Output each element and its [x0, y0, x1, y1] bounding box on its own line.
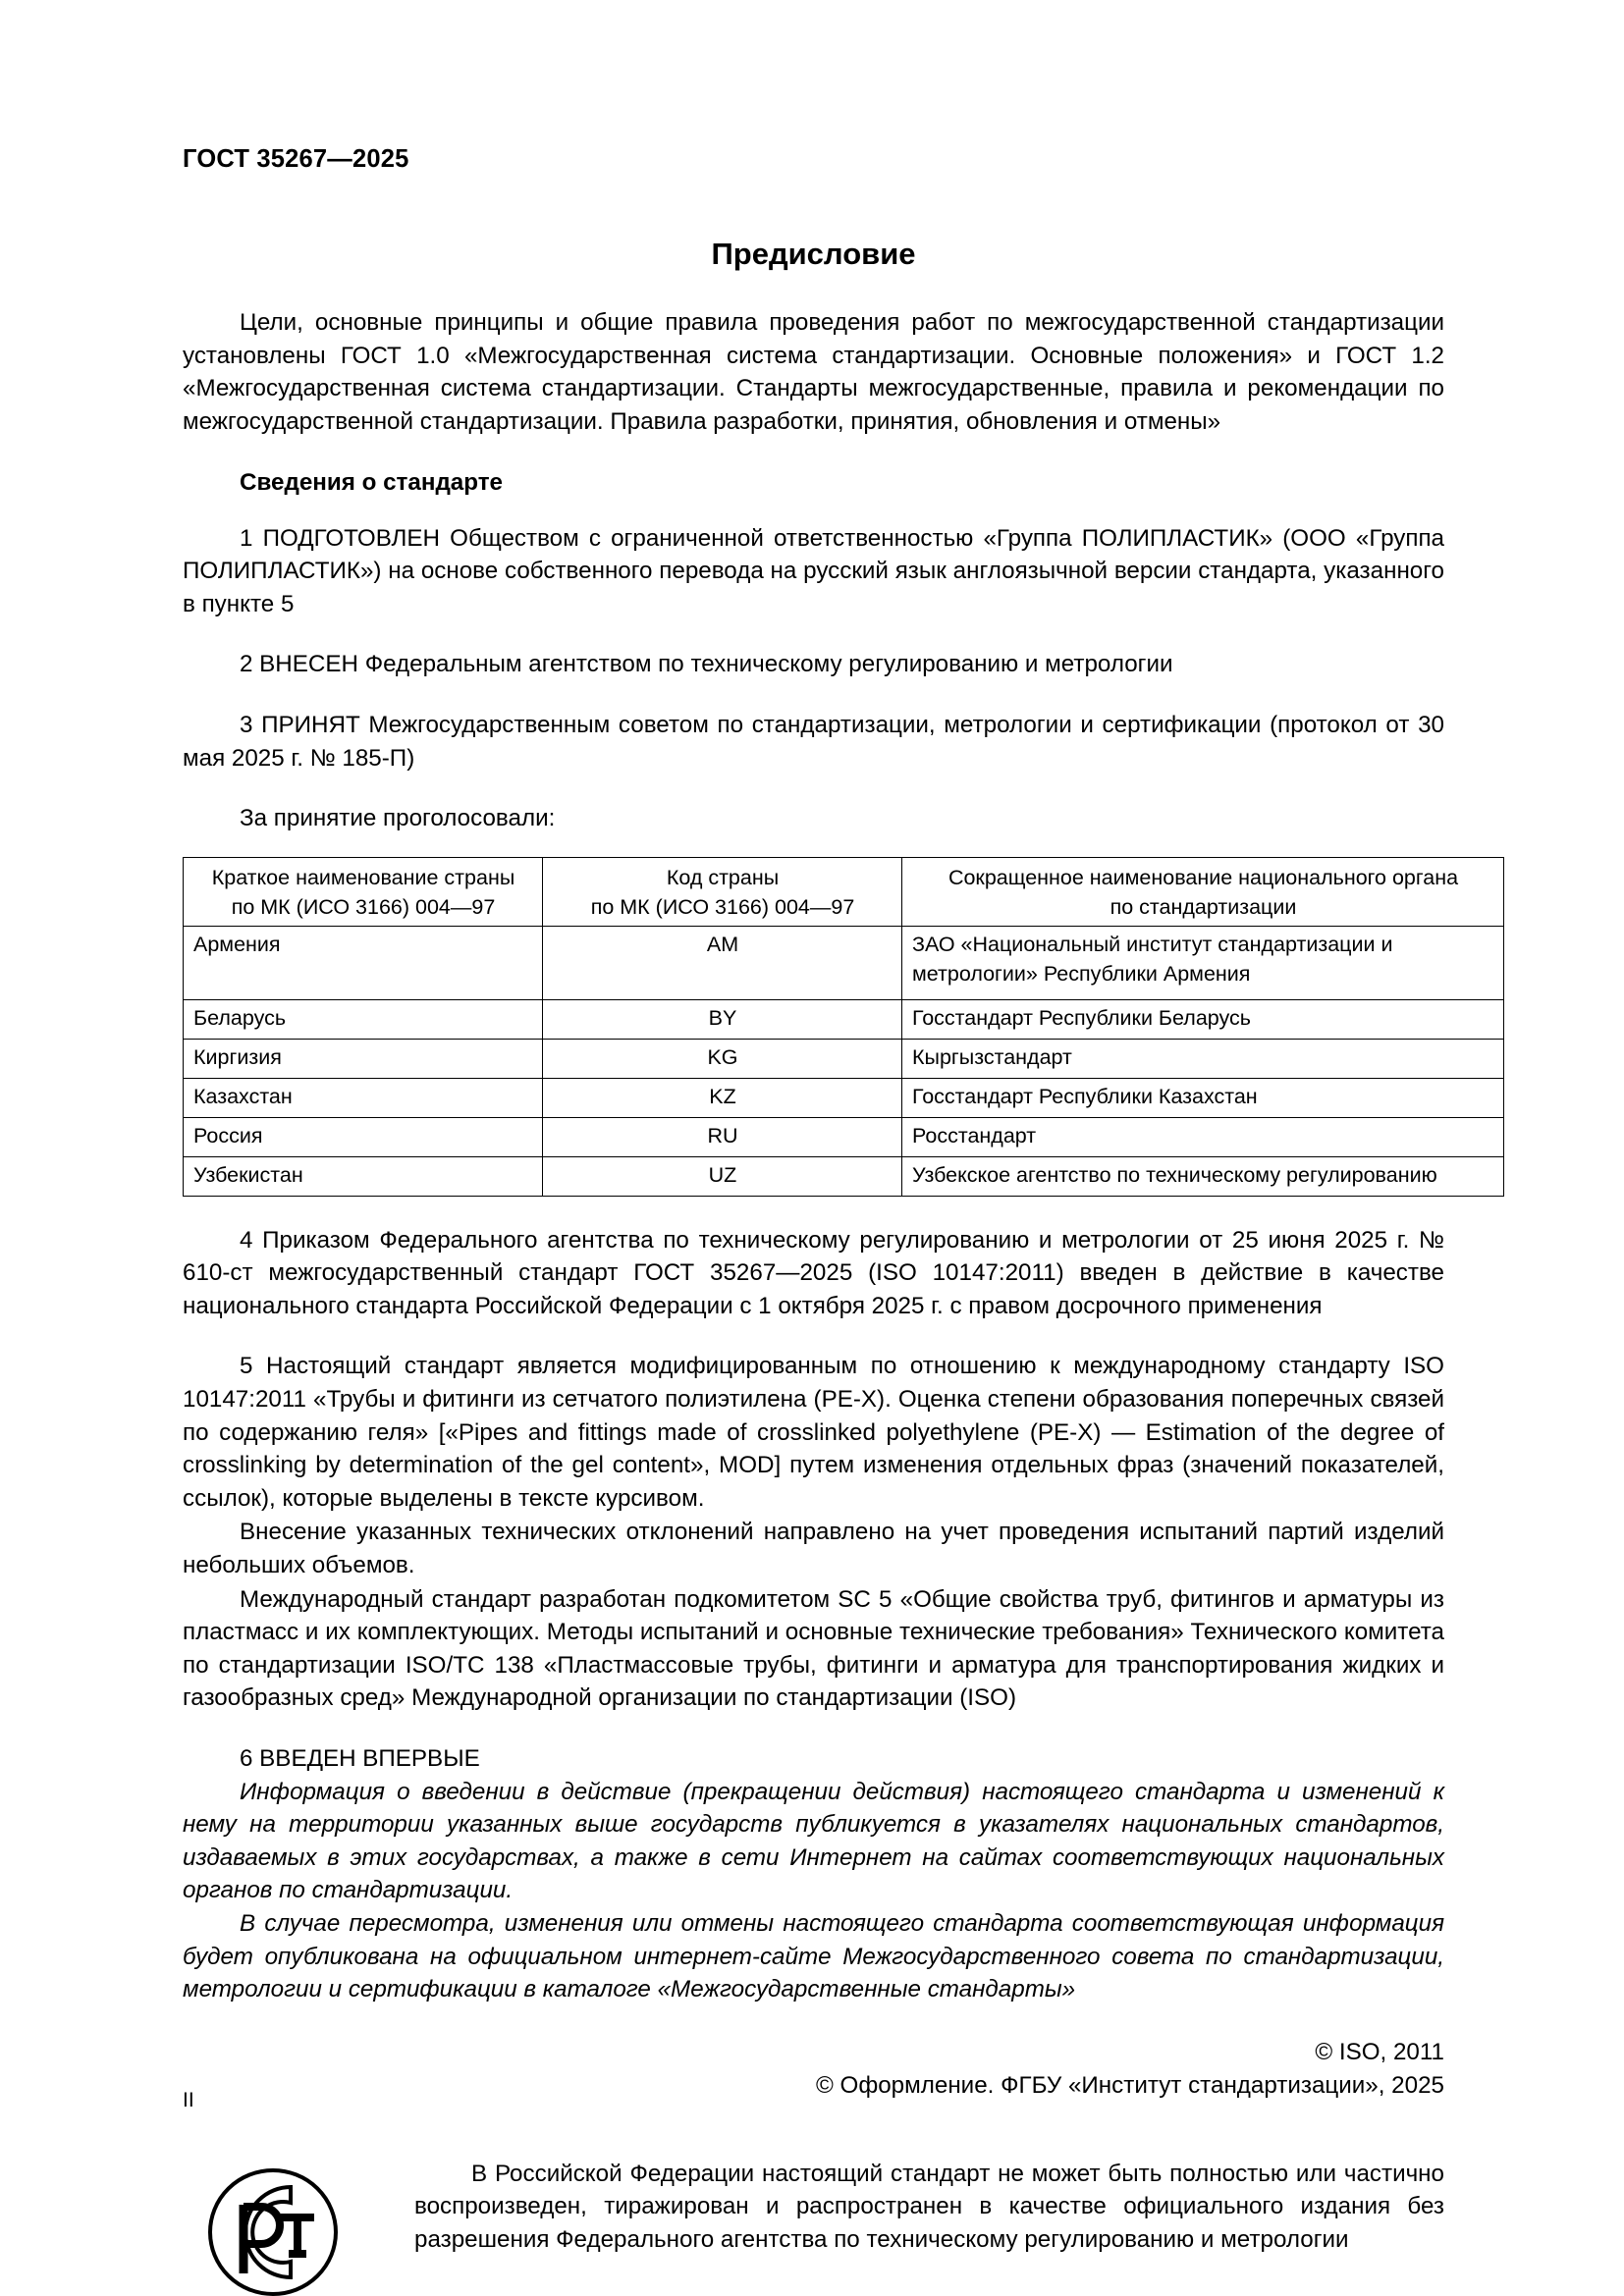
- cell-country-name: Узбекистан: [184, 1156, 543, 1196]
- header-national-body: [902, 857, 1504, 926]
- cell-country-name: Киргизия: [184, 1039, 543, 1078]
- document-number-header: ГОСТ 35267—2025: [183, 145, 409, 173]
- intro-paragraph: Цели, основные принципы и общие правила проведения работ по межгосударственной стандартизации установлены ГОСТ 1.0 «Межгосударственная система стандартизации. Основные положения» и ГОСТ 1.2 «Межгосударственная система стандартизации. Стандарты межгосударственные, правила и рекомендации по межгосударственной стандартизации. Правила разработки, принятия, обновления и отмены»: [183, 309, 1444, 435]
- header-country-name-line1: Краткое наименование страны: [211, 865, 515, 889]
- table-row: [184, 1039, 1504, 1078]
- cell-country-code: BY: [543, 999, 902, 1039]
- page-title: Предисловие: [711, 237, 916, 272]
- bottom-notice-text: В Российской Федерации настоящий стандарт не может быть полностью или частично воспроизведен, тиражирован и распространен в качестве официального издания без разрешения Федерального агентства по техническому регулированию и метрологии: [414, 2160, 1444, 2253]
- note-publication-info: Информация о введении в действие (прекращении действия) настоящего стандарта и изменений к нему на территории указанных выше государств публикуется в указателях национальных стандартов, издаваемых в этих государствах, а также в сети Интернет на сайтах соответствующих национальных органов по стандартизации.: [183, 1778, 1444, 1904]
- table-header-row: [184, 857, 1504, 926]
- clause-5-paragraph-2: Внесение указанных технических отклонений направлено на учет проведения испытаний партий изделий небольших объемов.: [183, 1519, 1444, 1579]
- note-revision-info: В случае пересмотра, изменения или отмены настоящего стандарта соответствующая информация будет опубликована на официальном интернет-сайте Межгосударственного совета по стандартизации, метрологии и сертификации в каталоге «Межгосударственные стандарты»: [183, 1909, 1444, 2003]
- standard-info-heading: Сведения о стандарте: [240, 468, 503, 496]
- copyright-iso: © ISO, 2011: [1315, 2038, 1444, 2065]
- clause-4: 4 Приказом Федерального агентства по техническому регулированию и метрологии от 25 июня 2025 г. № 610-ст межгосударственный стандарт ГОСТ 35267—2025 (ISO 10147:2011) введен в действие в качестве национального стандарта Российской Федерации с 1 октября 2025 г. с правом досрочного применения: [183, 1226, 1444, 1319]
- cell-national-body: Росстандарт: [902, 1117, 1504, 1156]
- copyright-block: [183, 2036, 1444, 2103]
- clause-1: 1 ПОДГОТОВЛЕН Обществом с ограниченной ответственностью «Группа ПОЛИПЛАСТИК» (ООО «Группа ПОЛИПЛАСТИК») на основе собственного перевода на русский язык англоязычной версии стандарта, указанного в пункте 5: [183, 524, 1444, 617]
- header-national-body-line2: по стандартизации: [1110, 894, 1297, 919]
- cell-country-code: UZ: [543, 1156, 902, 1196]
- clause-6: 6 ВВЕДЕН ВПЕРВЫЕ: [240, 1745, 480, 1773]
- cell-national-body: Госстандарт Республики Беларусь: [902, 999, 1504, 1039]
- header-country-name-line2: по МК (ИСО 3166) 004—97: [231, 894, 496, 919]
- table-row: [184, 926, 1504, 999]
- clause-5: 5 Настоящий стандарт является модифицированным по отношению к международному стандарту ISO 10147:2011 «Трубы и фитинги из сетчатого полиэтилена (PE-X). Оценка степени образования поперечных связей по содержанию геля» [«Pipes and fittings made of crosslinked polyethylene (PE-X) — Estimation of the degree of crosslinking by determination of the gel content», MOD] путем изменения отдельных фраз (значений показателей, ссылок), которые выделены в тексте курсивом.: [183, 1353, 1444, 1512]
- cell-country-name: Казахстан: [184, 1078, 543, 1117]
- header-country-code: [543, 857, 902, 926]
- vote-lead-in: За принятие проголосовали:: [240, 805, 556, 832]
- cell-national-body: Кыргызстандарт: [902, 1039, 1504, 1078]
- cell-country-code: RU: [543, 1117, 902, 1156]
- table-row: [184, 999, 1504, 1039]
- cell-country-name: Россия: [184, 1117, 543, 1156]
- table-row: [184, 1156, 1504, 1196]
- rst-certification-logo-icon: [204, 2163, 342, 2296]
- cell-national-body: Узбекское агентство по техническому регулированию: [902, 1156, 1504, 1196]
- header-country-code-line1: Код страны: [666, 865, 780, 889]
- countries-table-body: [184, 926, 1504, 1196]
- header-country-name: [184, 857, 543, 926]
- cell-country-code: KZ: [543, 1078, 902, 1117]
- page-content: [183, 145, 1459, 2296]
- cell-national-body: Госстандарт Республики Казахстан: [902, 1078, 1504, 1117]
- cell-country-name: Армения: [184, 926, 543, 999]
- cell-country-code: KG: [543, 1039, 902, 1078]
- clause-3: 3 ПРИНЯТ Межгосударственным советом по стандартизации, метрологии и сертификации (протокол от 30 мая 2025 г. № 185-П): [183, 711, 1444, 772]
- page-number: II: [183, 2089, 194, 2111]
- header-national-body-line1: Сокращенное наименование национального органа: [947, 865, 1459, 889]
- cell-country-name: Беларусь: [184, 999, 543, 1039]
- bottom-notice-block: [183, 2158, 1444, 2296]
- clause-5-paragraph-3: Международный стандарт разработан подкомитетом SC 5 «Общие свойства труб, фитингов и арматуры из пластмасс и их комплектующих. Методы испытаний и основные технические требования» Технического комитета по стандартизации ISO/TC 138 «Пластмассовые трубы, фитинги и арматура для транспортирования жидких и газообразных сред» Международной организации по стандартизации (ISO): [183, 1585, 1444, 1712]
- header-country-code-line2: по МК (ИСО 3166) 004—97: [590, 894, 855, 919]
- copyright-formatting: © Оформление. ФГБУ «Институт стандартизации», 2025: [815, 2071, 1444, 2099]
- clause-2: 2 ВНЕСЕН Федеральным агентством по техническому регулированию и метрологии: [240, 651, 1173, 678]
- table-row: [184, 1078, 1504, 1117]
- cell-country-code: AM: [543, 926, 902, 999]
- cell-national-body: ЗАО «Национальный институт стандартизации и метрологии» Республики Армения: [902, 926, 1504, 999]
- countries-table: [183, 857, 1504, 1197]
- countries-table-head: [184, 857, 1504, 926]
- table-row: [184, 1117, 1504, 1156]
